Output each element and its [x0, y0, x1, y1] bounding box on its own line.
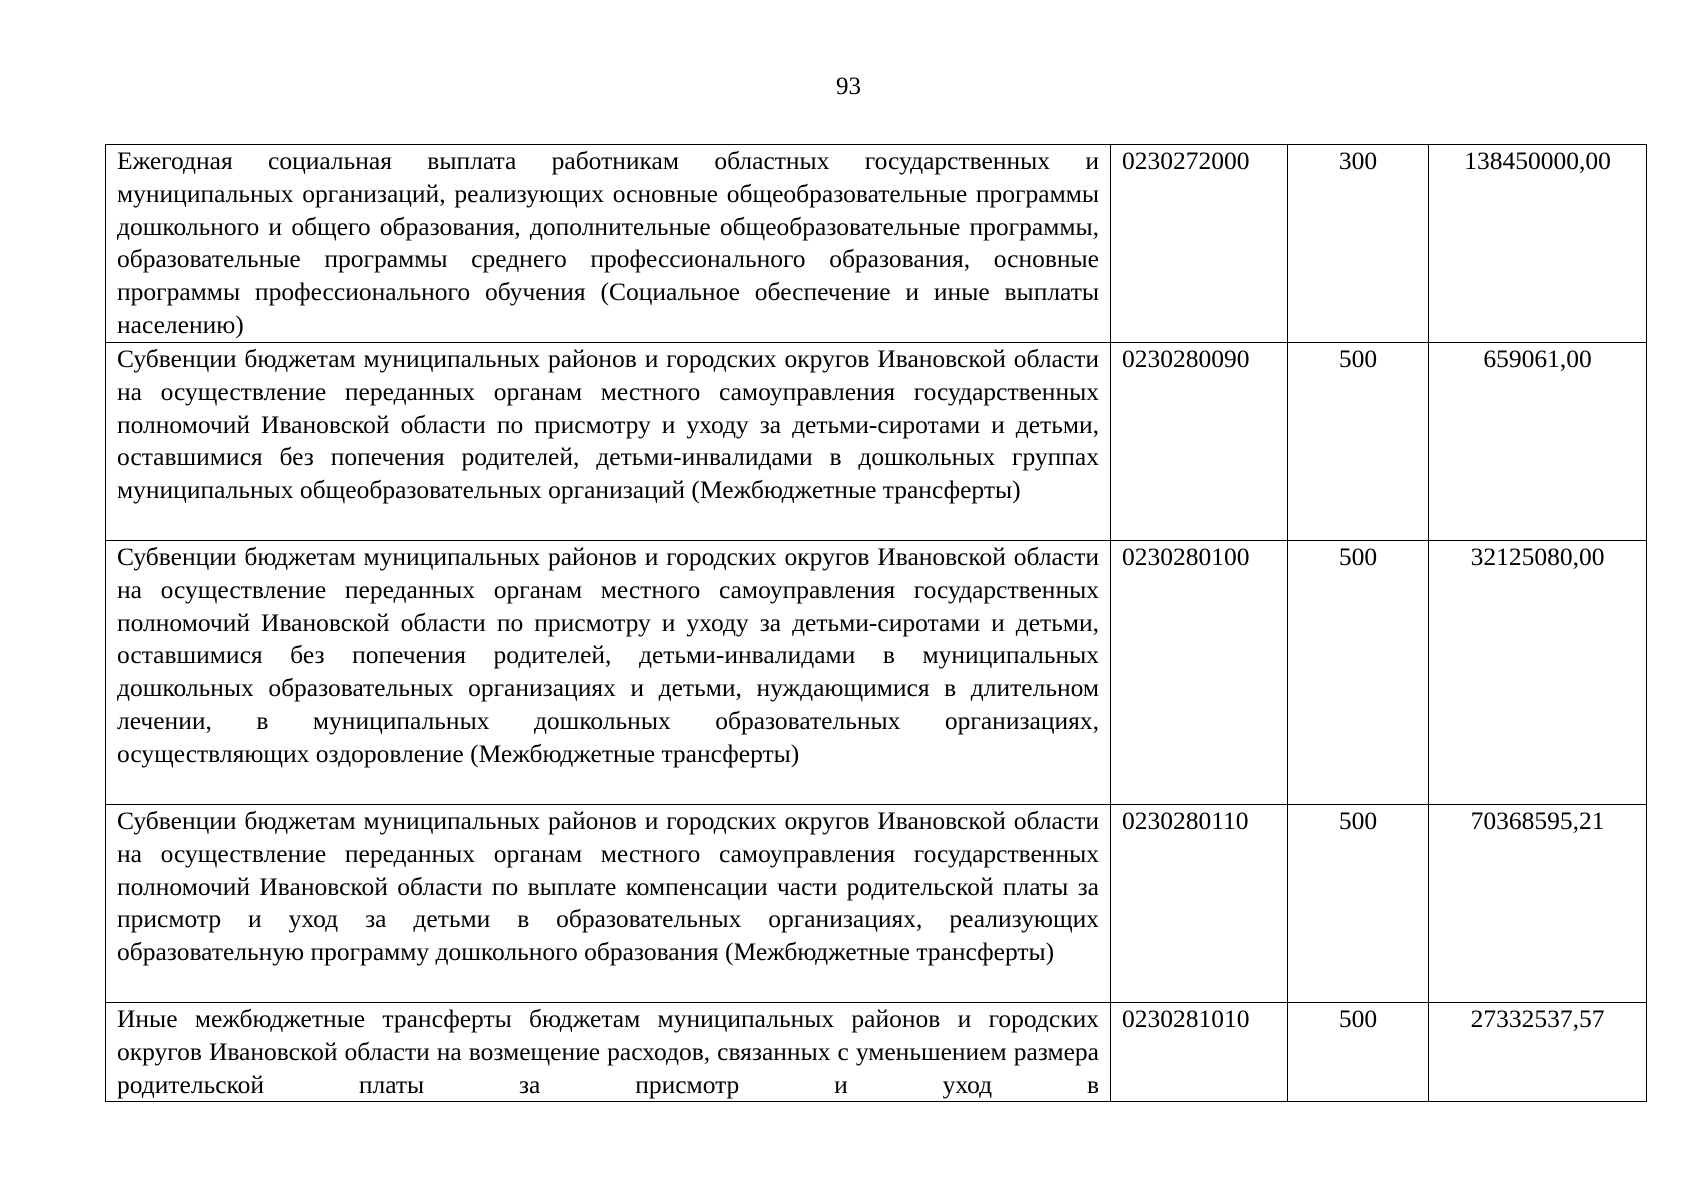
row-amount: 70368595,21	[1429, 805, 1647, 1003]
row-description: Субвенции бюджетам муниципальных районов и городских округов Ивановской области на осуществление переданных органам местного самоуправления государственных полномочий Ивановской области по присмотру и уходу за детьми-сиротами и детьми, оставшимися без попечения родителей, детьми-инвалидами в муниципальных дошкольных образовательных организациях и детьми, нуждающимися в длительном лечении, в муниципальных дошкольных образовательных организациях, осуществляющих оздоровление (Межбюджетные трансферты)	[106, 541, 1111, 805]
row-target-code: 0230280110	[1111, 805, 1288, 1003]
table-row	[106, 1003, 1647, 1102]
table-row	[106, 145, 1647, 343]
page-number: 93	[836, 73, 861, 100]
row-description: Субвенции бюджетам муниципальных районов и городских округов Ивановской области на осуществление переданных органам местного самоуправления государственных полномочий Ивановской области по присмотру и уходу за детьми-сиротами и детьми, оставшимися без попечения родителей, детьми-инвалидами в дошкольных группах муниципальных общеобразовательных организаций (Межбюджетные трансферты)	[106, 343, 1111, 541]
row-description: Субвенции бюджетам муниципальных районов и городских округов Ивановской области на осуществление переданных органам местного самоуправления государственных полномочий Ивановской области по выплате компенсации части родительской платы за присмотр и уход за детьми в образовательных организациях, реализующих образовательную программу дошкольного образования (Межбюджетные трансферты)	[106, 805, 1111, 1003]
row-expense-type: 500	[1288, 541, 1429, 805]
row-expense-type: 500	[1288, 805, 1429, 1003]
row-amount: 27332537,57	[1429, 1003, 1647, 1102]
row-description: Иные межбюджетные трансферты бюджетам муниципальных районов и городских округов Ивановской области на возмещение расходов, связанных с уменьшением размера родительской платы за присмотр и уход в	[106, 1003, 1111, 1102]
row-description: Ежегодная социальная выплата работникам областных государственных и муниципальных организаций, реализующих основные общеобразовательные программы дошкольного и общего образования, дополнительные общеобразовательные программы, образовательные программы среднего профессионального образования, основные программы профессионального обучения (Социальное обеспечение и иные выплаты населению)	[106, 145, 1111, 343]
table-row	[106, 343, 1647, 541]
row-expense-type: 300	[1288, 145, 1429, 343]
row-target-code: 0230272000	[1111, 145, 1288, 343]
row-amount: 138450000,00	[1429, 145, 1647, 343]
row-amount: 659061,00	[1429, 343, 1647, 541]
row-target-code: 0230280100	[1111, 541, 1288, 805]
row-expense-type: 500	[1288, 343, 1429, 541]
budget-table	[105, 144, 1647, 1102]
table-row	[106, 541, 1647, 805]
row-amount: 32125080,00	[1429, 541, 1647, 805]
row-expense-type: 500	[1288, 1003, 1429, 1102]
row-target-code: 0230280090	[1111, 343, 1288, 541]
table-row	[106, 805, 1647, 1003]
row-target-code: 0230281010	[1111, 1003, 1288, 1102]
